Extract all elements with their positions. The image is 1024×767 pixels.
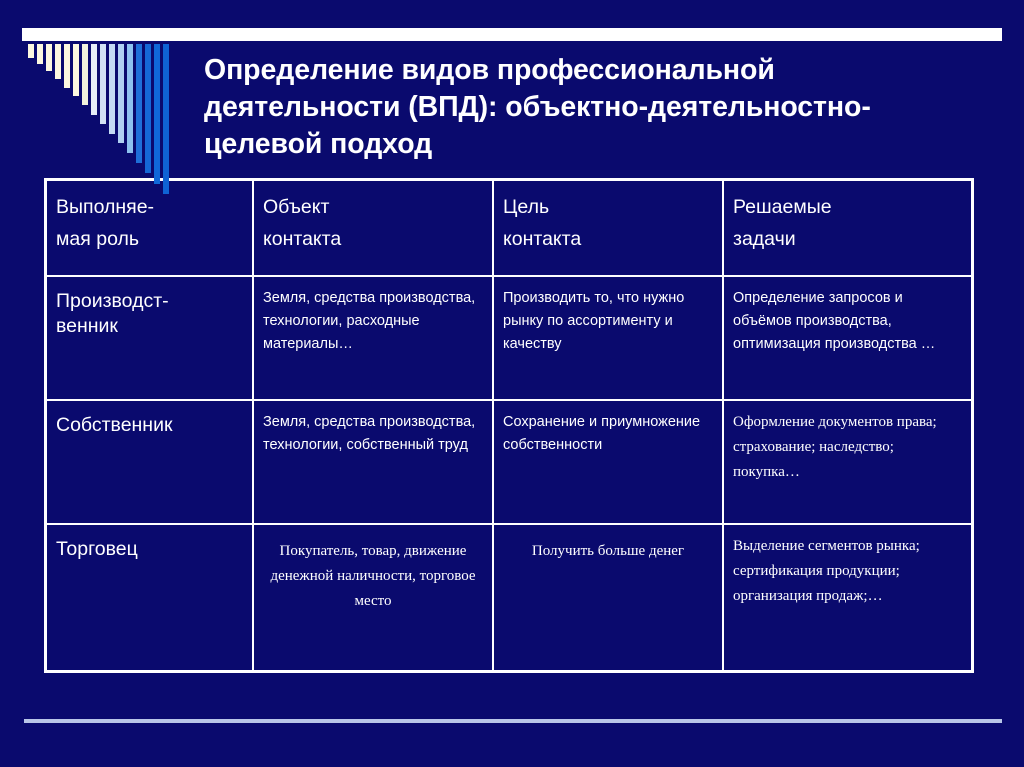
cell-tasks: Определение запросов и объёмов производства, оптимизация производства … [733, 290, 936, 352]
column-header-role [47, 181, 254, 275]
table-header-row [47, 181, 971, 277]
decoration-bar [154, 44, 160, 184]
column-header-object-line1: Объект [263, 196, 330, 218]
decoration-bar [55, 44, 61, 79]
cell-goal: Производить то, что нужно рынку по ассортименту и качеству [494, 277, 724, 399]
cell-role-line1: Собственник [56, 414, 173, 436]
bottom-divider-rule [24, 719, 1002, 723]
cell-goal: Сохранение и приумножение собственности [494, 401, 724, 523]
cell-role-line1: Торговец [56, 538, 138, 560]
decoration-bar [46, 44, 52, 71]
decoration-bar [64, 44, 70, 88]
slide-title: Определение видов профессиональной деятельности (ВПД): объектно-деятельностно-целевой подход [204, 54, 871, 160]
column-header-goal-line1: Цель [503, 196, 550, 218]
column-header-goal-line2: контакта [503, 228, 582, 250]
decoration-bar [37, 44, 43, 64]
cell-role [47, 277, 254, 399]
cell-object: Земля, средства производства, технологии, расходные материалы… [254, 277, 494, 399]
column-header-goal [494, 181, 724, 275]
column-header-role-line1: Выполняе- [56, 196, 155, 218]
cell-role-line2: венник [56, 315, 118, 337]
decoration-bar [127, 44, 133, 153]
decoration-bar [145, 44, 151, 173]
decoration-bar [163, 44, 169, 194]
decoration-bar [118, 44, 124, 143]
cell-tasks: Выделение сегментов рынка; сертификация продукции; организация продаж;… [733, 538, 920, 604]
column-header-object [254, 181, 494, 275]
top-divider-rule [22, 28, 1002, 41]
stepped-bars-decoration-icon [0, 44, 200, 194]
decoration-bar [82, 44, 88, 105]
decoration-bar [91, 44, 97, 115]
cell-role [47, 401, 254, 523]
decoration-bar [28, 44, 34, 58]
decoration-bar [100, 44, 106, 124]
vpd-table [44, 178, 974, 673]
cell-role [47, 525, 254, 670]
column-header-tasks-line1: Решаемые [733, 196, 832, 218]
cell-role-line1: Производст- [56, 290, 169, 312]
decoration-bar [109, 44, 115, 134]
cell-object: Земля, средства производства, технологии, собственный труд [254, 401, 494, 523]
column-header-tasks [724, 181, 971, 275]
cell-tasks: Оформление документов права; страхование; наследство; покупка… [733, 414, 937, 480]
decoration-bar [73, 44, 79, 96]
table-row [47, 277, 971, 401]
column-header-role-line2: мая роль [56, 228, 140, 250]
column-header-tasks-line2: задачи [733, 228, 796, 250]
cell-goal: Получить больше денег [494, 525, 724, 670]
table-row [47, 401, 971, 525]
table-row [47, 525, 971, 670]
cell-object: Покупатель, товар, движение денежной наличности, торговое место [254, 525, 494, 670]
decoration-bar [136, 44, 142, 163]
column-header-object-line2: контакта [263, 228, 342, 250]
